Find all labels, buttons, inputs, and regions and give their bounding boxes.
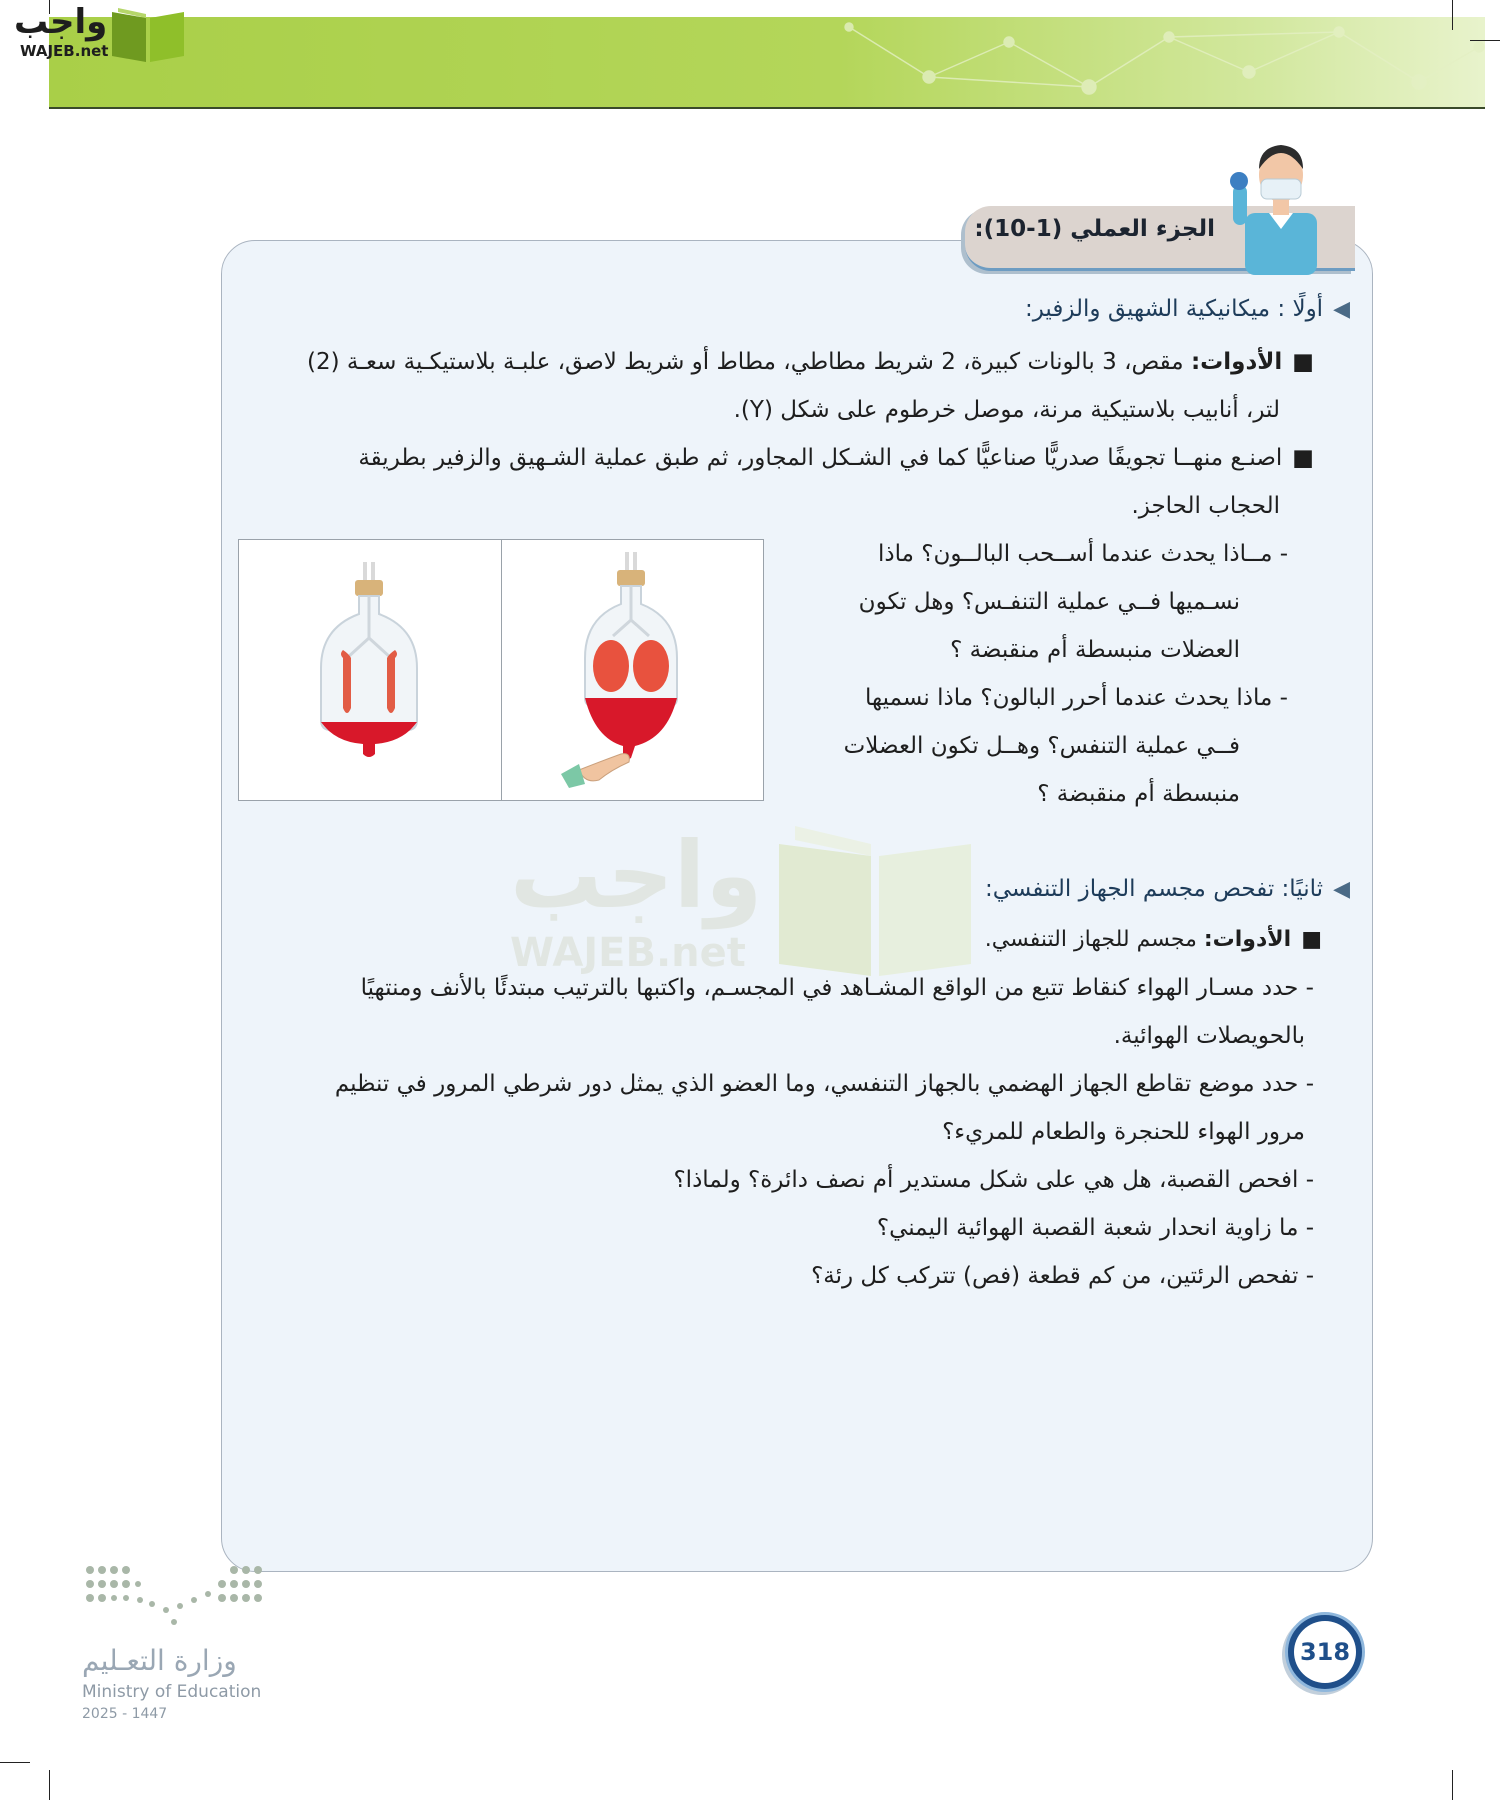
ministry-name-en: Ministry of Education (82, 1682, 262, 1702)
section1-make-line2: الحجاب الحاجز. (1131, 493, 1280, 519)
triangle-left-icon: ◀ (1333, 297, 1350, 322)
section2-item1-line1: - حدد مسـار الهواء كنقاط تتبع من الواقع المشـاهد في المجسـم، واكتبها بالترتيب مبتدئًا بالأنف ومنتهيًا (360, 975, 1314, 1001)
tools-label: الأدوات: (1203, 927, 1292, 952)
question2-line3: منبسطة أم منقبضة ؟ (1037, 781, 1240, 807)
wajeb-watermark (500, 820, 1020, 980)
bell-jar-relaxed (299, 558, 439, 778)
crop-mark (1470, 40, 1500, 41)
logo-text-en: WAJEB.net (20, 42, 109, 60)
question1-line3: العضلات منبسطة أم منقبضة ؟ (950, 637, 1240, 663)
tools-label: الأدوات: (1190, 349, 1283, 375)
square-bullet-icon: ■ (1301, 927, 1322, 952)
crop-mark (1452, 0, 1453, 30)
section1-title-text: أولًا : ميكانيكية الشهيق والزفير: (1024, 296, 1324, 322)
bell-jar-inhale (539, 548, 719, 788)
book-icon (108, 4, 188, 66)
bell-jar-figure (238, 539, 764, 801)
section1-make-line1 (358, 434, 1314, 482)
crop-mark (49, 1770, 50, 1800)
nurse-illustration (1225, 125, 1335, 275)
section2-item1-line2: بالحويصلات الهوائية. (1113, 1023, 1305, 1049)
ministry-name-ar: وزارة التعـليم (82, 1644, 237, 1677)
section2-title (985, 876, 1350, 902)
tools-text: مقص، 3 بالونات كبيرة، 2 شريط مطاطي، مطاط أو شريط لاصق، علبـة بلاستيكـية سعـة (2) (307, 349, 1184, 375)
ministry-dots-icon (82, 1560, 272, 1630)
section2-item5: - تفحص الرئتين، من كم قطعة (فص) تتركب كل رئة؟ (811, 1263, 1314, 1289)
section2-item2-line2: مرور الهواء للحنجرة والطعام للمريء؟ (942, 1119, 1305, 1145)
square-bullet-icon: ■ (1292, 349, 1314, 375)
question1-line1: - مــاذا يحدث عندما أســحب البالــون؟ ماذا (878, 541, 1288, 567)
question2-line2: فــي عملية التنفس؟ وهــل تكون العضلات (843, 733, 1240, 759)
header-band (49, 17, 1485, 107)
section1-tools-line2: لتر، أنابيب بلاستيكية مرنة، موصل خرطوم على شكل (Y). (733, 397, 1280, 423)
section2-item2-line1: - حدد موضع تقاطع الجهاز الهضمي بالجهاز التنفسي، وما العضو الذي يمثل دور شرطي المرور في تنظيم (334, 1071, 1314, 1097)
header-rule (49, 107, 1485, 109)
figure-divider (501, 540, 502, 800)
make-text: اصنـع منهــا تجويفًا صدريًّا صناعيًّا كما في الشـكل المجاور، ثم طبق عملية الشـهيق والزفير بطريقة (358, 445, 1283, 471)
ministry-logo (82, 1560, 282, 1725)
triangle-left-icon: ◀ (1333, 877, 1350, 902)
network-pattern (49, 17, 1485, 107)
tools-text: مجسم للجهاز التنفسي. (984, 927, 1197, 952)
watermark-text-en: WAJEB.net (510, 930, 746, 976)
page-number: 318 (1294, 1621, 1356, 1683)
lab-title: الجزء العملي (1-10): (974, 216, 1215, 242)
watermark-text-ar: واجب (510, 822, 763, 929)
question1-line2: نسـميها فــي عملية التنفـس؟ وهل تكون (858, 589, 1240, 615)
crop-mark (0, 1762, 30, 1763)
logo-text-ar: واجب (14, 2, 108, 42)
section2-item4: - ما زاوية انحدار شعبة القصبة الهوائية اليمني؟ (876, 1215, 1314, 1241)
section1-tools-line1 (307, 338, 1314, 386)
page-number-badge (1285, 1612, 1365, 1692)
section2-tools (985, 916, 1322, 964)
section2-title-text: ثانيًا: تفحص مجسم الجهاز التنفسي: (984, 876, 1324, 902)
section2-item3: - افحص القصبة، هل هي على شكل مستدير أم نصف دائرة؟ ولماذا؟ (673, 1167, 1314, 1193)
square-bullet-icon: ■ (1292, 445, 1314, 471)
crop-mark (1452, 1770, 1453, 1800)
wajeb-logo[interactable] (8, 0, 188, 70)
section1-title (1025, 296, 1350, 322)
question2-line1: - ماذا يحدث عندما أحرر البالون؟ ماذا نسميها (865, 685, 1288, 711)
ministry-year: 2025 - 1447 (82, 1706, 168, 1722)
watermark-book-icon (775, 820, 975, 980)
